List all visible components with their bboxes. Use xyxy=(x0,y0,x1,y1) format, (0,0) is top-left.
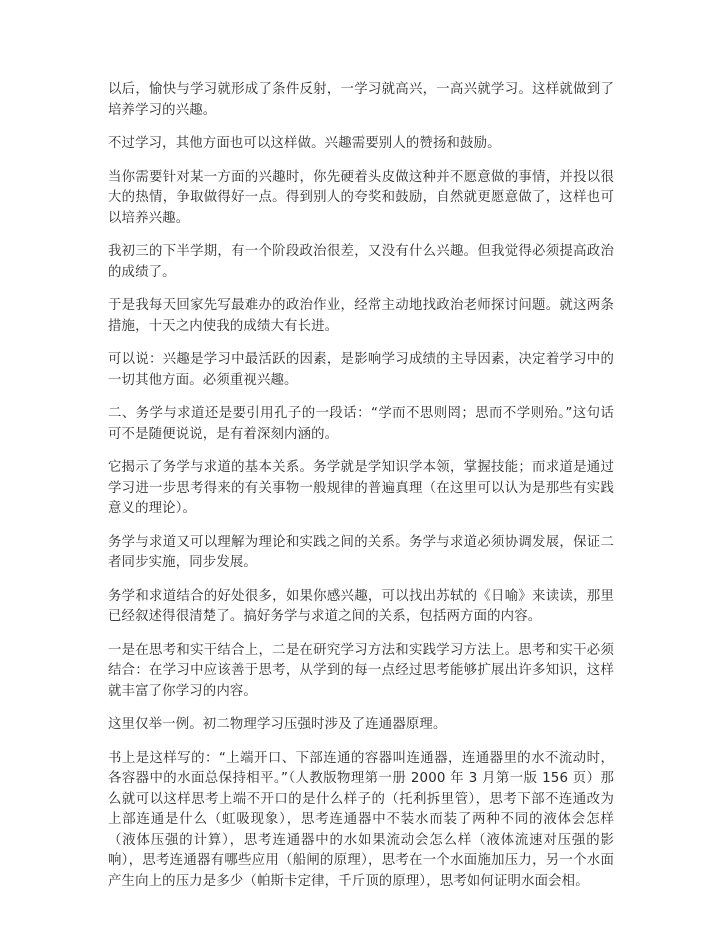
paragraph: 以后，愉快与学习就形成了条件反射，一学习就高兴，一高兴就学习。这样就做到了培养学习的兴趣。 xyxy=(108,82,614,118)
paragraph: 当你需要针对某一方面的兴趣时，你先硬着头皮做这种并不愿意做的事情，并投以很大的热情，争取做得好一点。得到别人的夸奖和鼓励，自然就更愿意做了，这样也可以培养兴趣。 xyxy=(108,169,614,226)
paragraph: 这里仅举一例。初二物理学习压强时涉及了连通器原理。 xyxy=(108,717,447,732)
paragraph: 书上是这样写的：“上端开口、下部连通的容器叫连通器，连通器里的水不流动时，各容器中的水面总保持相平。”（人教版物理第一册 2000 年 3 月第一版 156 页）那么就可以这样思考上端不开口的是什么样子的（托利拆里管），思考下部不连通改为上部连通是什么（虹吸现象），思考连通器中不装水而装了两种不同的液体会怎样（液体压强的计算），思考连通器中的水如果流动会怎么样（液体流速对压强的影响），思考连通器有哪些应用（船闸的原理），思考在一个水面施加压力，另一个水面产生向上的压力是多少（帕斯卡定律，千斤顶的原理），思考如何证明水面会相。 xyxy=(108,750,614,889)
paragraph: 一是在思考和实干结合上，二是在研究学习方法和实践学习方法上。思考和实干必须结合：在学习中应该善于思考，从学到的每一点经过思考能够扩展出许多知识，这样就丰富了你学习的内容。 xyxy=(108,642,614,699)
paragraph: 于是我每天回家先写最难办的政治作业，经常主动地找政治老师探讨问题。就这两条措施，十天之内使我的成绩大有长进。 xyxy=(108,298,614,334)
paragraph: 务学和求道结合的好处很多，如果你感兴趣，可以找出苏轼的《日喻》来读读，那里已经叙述得很清楚了。搞好务学与求道之间的关系，包括两方面的内容。 xyxy=(108,588,614,624)
paragraph: 务学与求道又可以理解为理论和实践之间的关系。务学与求道必须协调发展，保证二者同步实施，同步发展。 xyxy=(108,534,614,570)
paragraph: 二、务学与求道还是要引用孔子的一段话：“学而不思则罔；思而不学则殆。”这句话可不是随便说说，是有着深刻内涵的。 xyxy=(108,406,614,442)
document-page xyxy=(108,80,614,905)
paragraph: 可以说：兴趣是学习中最活跃的因素，是影响学习成绩的主导因素，决定着学习中的一切其他方面。必须重视兴趣。 xyxy=(108,352,614,388)
paragraph: 不过学习，其他方面也可以这样做。兴趣需要别人的赞扬和鼓励。 xyxy=(108,136,501,151)
paragraph: 我初三的下半学期，有一个阶段政治很差，又没有什么兴趣。但我觉得必须提高政治的成绩了。 xyxy=(108,244,614,280)
paragraph: 它揭示了务学与求道的基本关系。务学就是学知识学本领，掌握技能；而求道是通过学习进一步思考得来的有关事物一般规律的普遍真理（在这里可以认为是那些有实践意义的理论）。 xyxy=(108,460,614,516)
